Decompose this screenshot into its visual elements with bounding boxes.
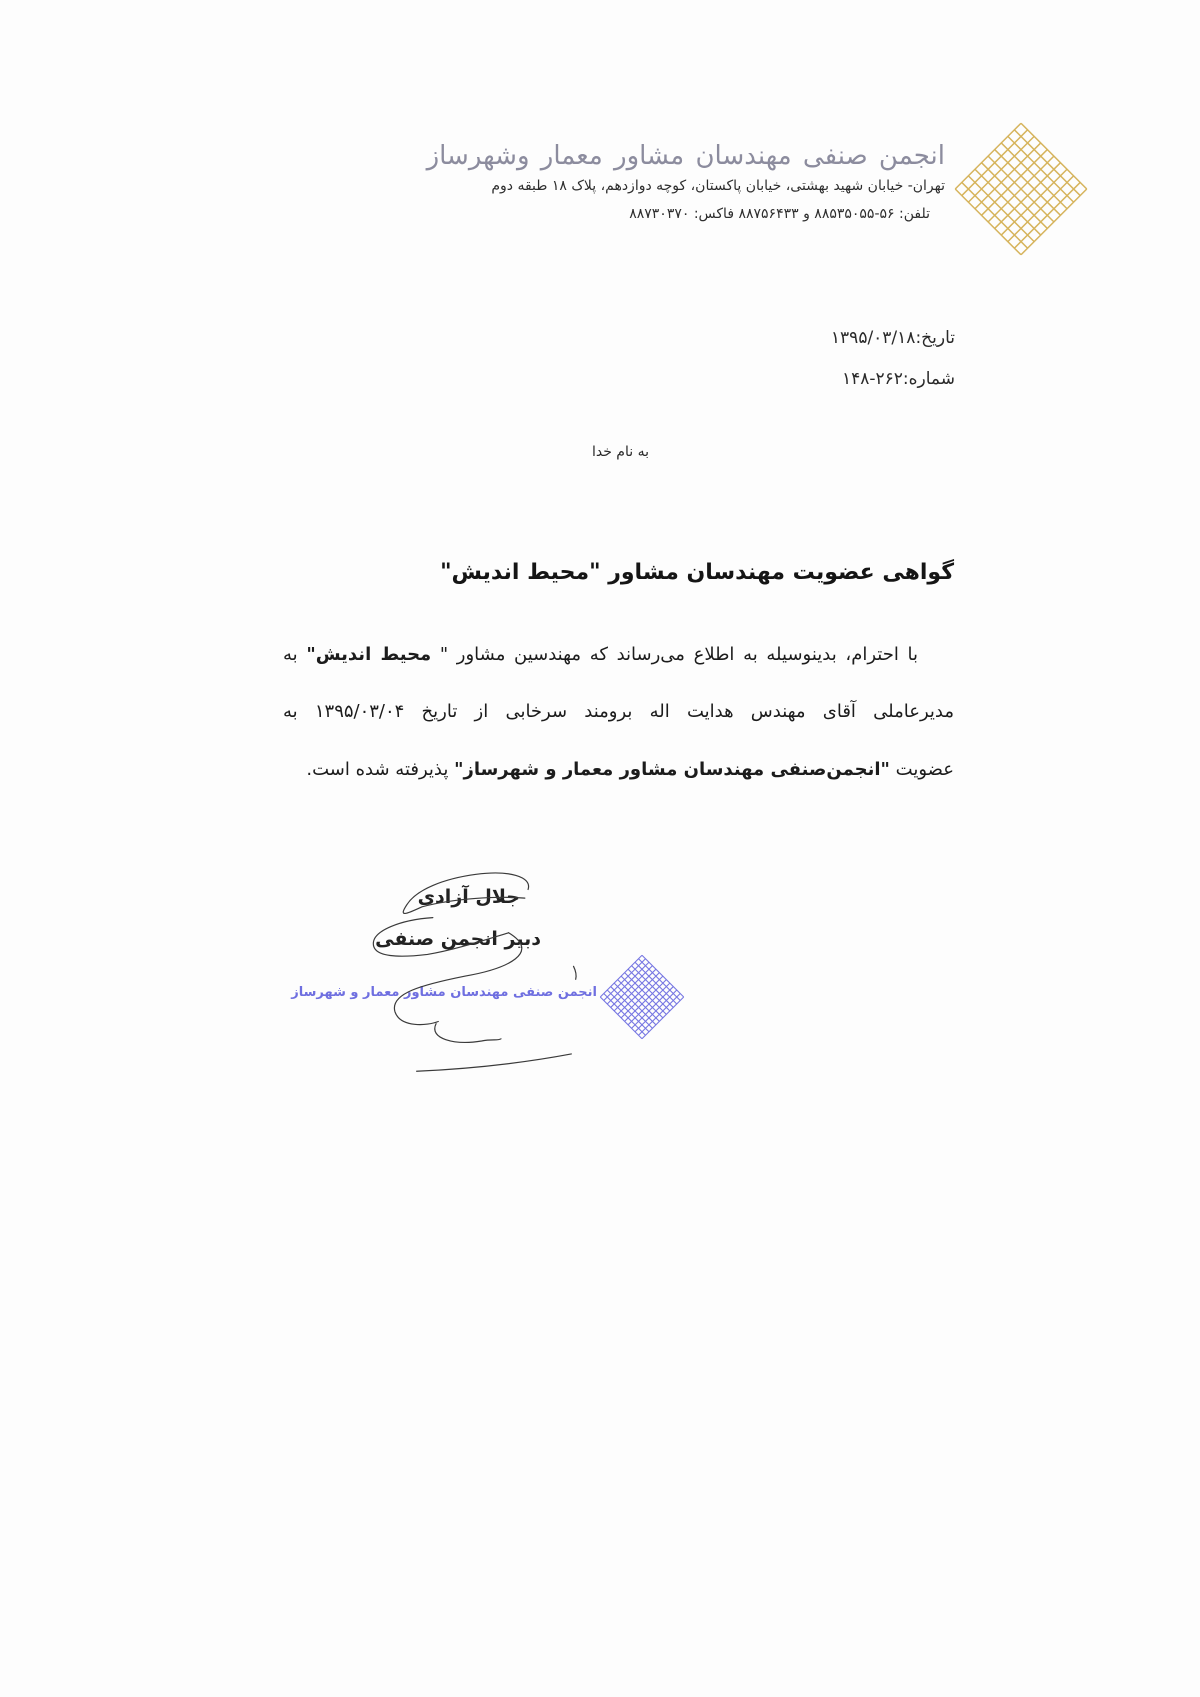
- signature-stroke: [435, 1024, 501, 1043]
- signature-stroke: [417, 1054, 572, 1071]
- body-line-2: مدیرعاملی آقای مهندس هدایت اله برومند سرخابی از تاریخ ۱۳۹۵/۰۳/۰۴ به: [283, 701, 954, 722]
- letter-heading: گواهی عضویت مهندسان مشاور "محیط اندیش": [440, 560, 954, 585]
- body-line-3-association: "انجمن‌صنفی مهندسان مشاور معمار و شهرساز": [454, 759, 890, 780]
- body-line-1-end: به: [283, 644, 307, 665]
- letter-number: شماره:۲۶۲-۱۴۸: [841, 369, 955, 389]
- letterhead-title: انجمن صنفی مهندسان مشاور معمار وشهرساز: [426, 141, 945, 171]
- signature-stroke: [574, 966, 577, 979]
- signatory-name: جلال آزادی: [417, 886, 520, 908]
- body-line-3-text: عضویت: [889, 759, 954, 780]
- letter-date: تاریخ:۱۳۹۵/۰۳/۱۸: [830, 328, 955, 348]
- letterhead-address: تهران- خیابان شهید بهشتی، خیابان پاکستان، کوچه دوازدهم، پلاک ۱۸ طبقه دوم: [491, 178, 945, 194]
- stamp-icon: [598, 953, 686, 1041]
- logo-icon: [951, 119, 1091, 259]
- letterhead-contact: تلفن: ۵۶-۸۸۵۳۵۰۵۵ و ۸۸۷۵۶۴۳۳ فاکس: ۸۸۷۳۰۳۷۰: [629, 206, 930, 222]
- body-line-1-company: محیط اندیش": [306, 644, 432, 665]
- stamp-text: انجمن صنفی مهندسان مشاور معمار و شهرساز: [291, 985, 597, 1000]
- salutation: به نام خدا: [591, 444, 649, 460]
- body-line-3: [283, 757, 954, 783]
- body-line-3-end: پذیرفته شده است.: [306, 759, 455, 780]
- signatory-role: دبیر انجمن صنفی: [375, 928, 541, 950]
- body-line-1-text: با احترام، بدینوسیله به اطلاع می‌رساند که مهندسین مشاور ": [431, 644, 918, 665]
- body-line-1: [283, 642, 954, 668]
